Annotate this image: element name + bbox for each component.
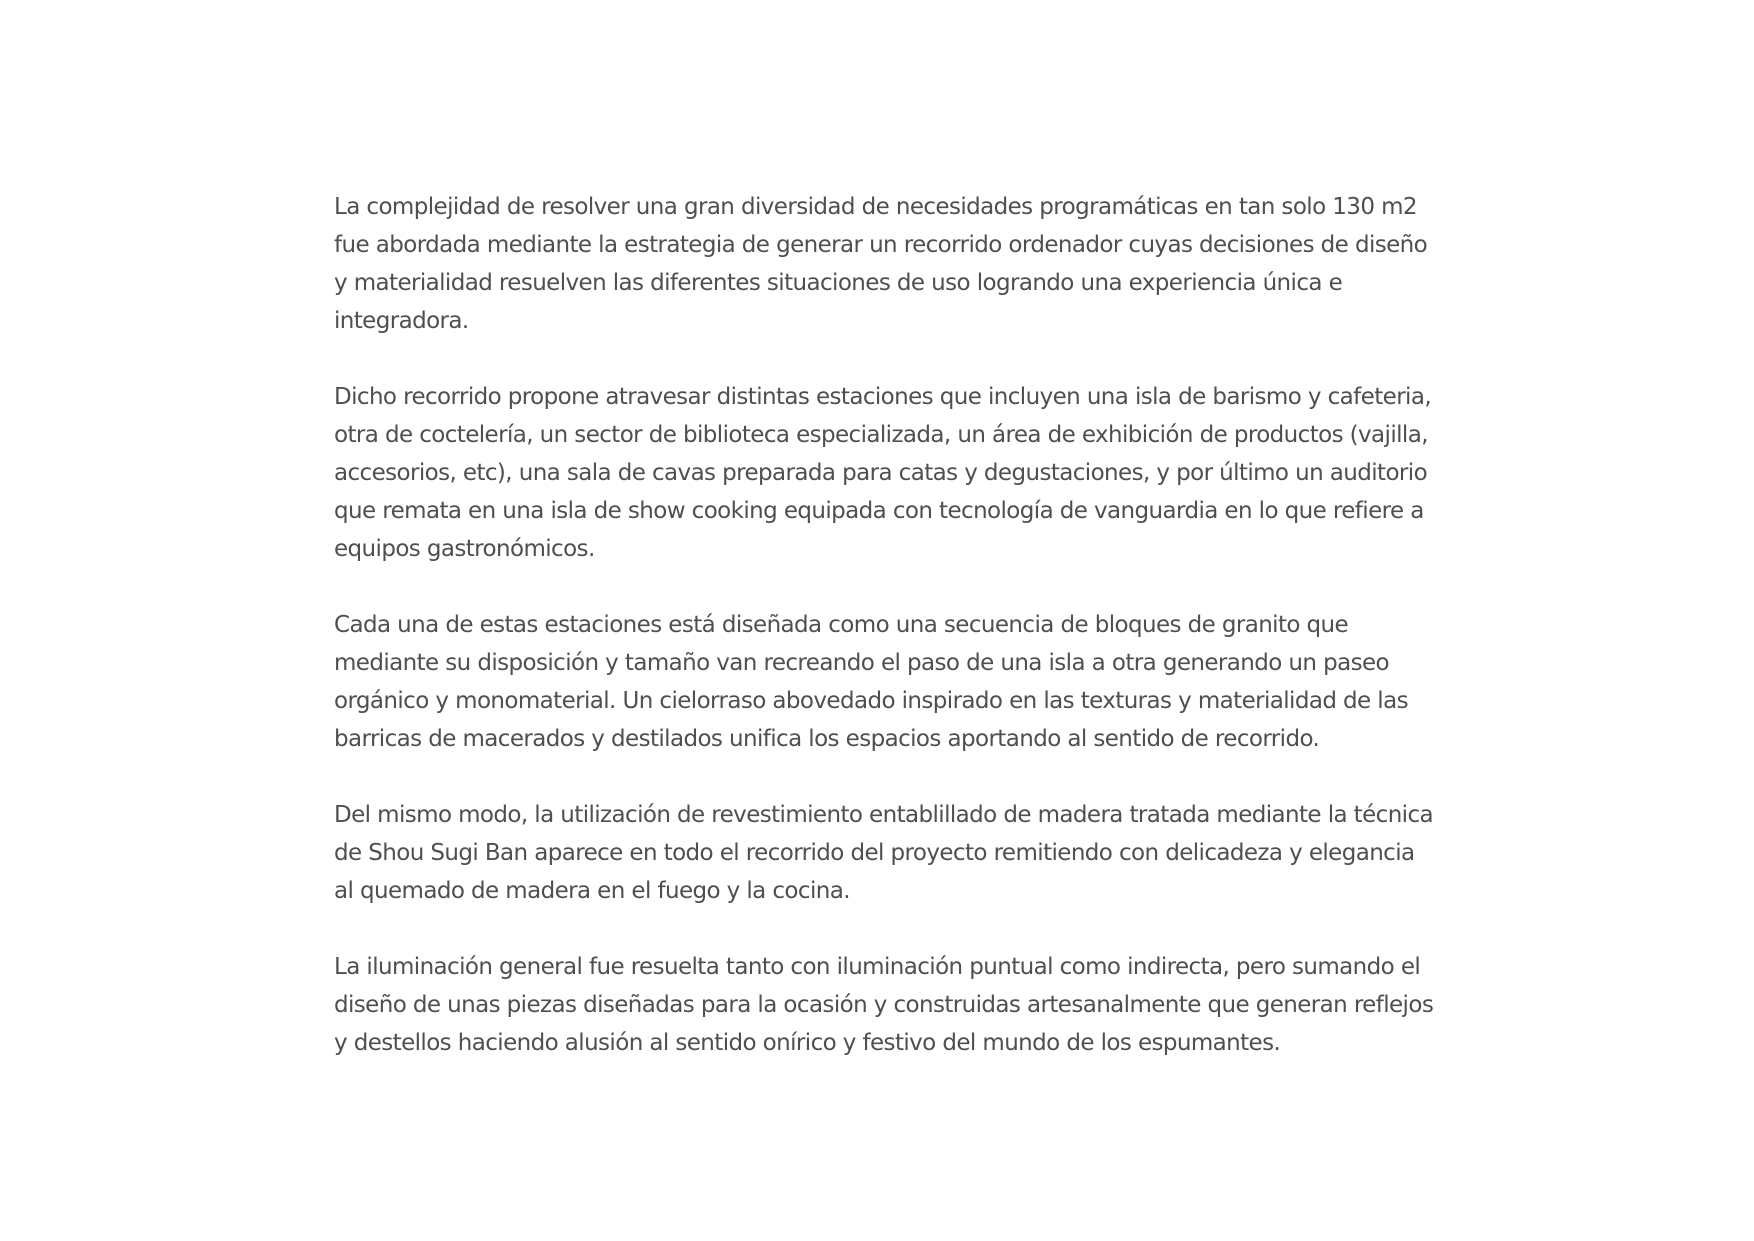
article-body (334, 188, 1434, 1062)
paragraph-1: La complejidad de resolver una gran diversidad de necesidades programáticas en tan solo 130 m2 fue abordada mediante la estrategia de generar un recorrido ordenador cuyas decisiones de diseño y materialidad resuelven las diferentes situaciones de uso logrando una experiencia única e integradora. (334, 194, 1428, 334)
paragraph-5: La iluminación general fue resuelta tanto con iluminación puntual como indirecta, pero sumando el diseño de unas piezas diseñadas para la ocasión y construidas artesanalmente que generan reflejos y destellos haciendo alusión al sentido onírico y festivo del mundo de los espumantes. (334, 954, 1434, 1056)
paragraph-3: Cada una de estas estaciones está diseñada como una secuencia de bloques de granito que mediante su disposición y tamaño van recreando el paso de una isla a otra generando un paseo orgánico y monomaterial. Un cielorraso abovedado inspirado en las texturas y materialidad de las barricas de macerados y destilados unifica los espacios aportando al sentido de recorrido. (334, 612, 1408, 752)
paragraph-2: Dicho recorrido propone atravesar distintas estaciones que incluyen una isla de barismo y cafeteria, otra de coctelería, un sector de biblioteca especializada, un área de exhibición de productos (vajilla, accesorios, etc), una sala de cavas preparada para catas y degustaciones, y por último un auditorio que remata en una isla de show cooking equipada con tecnología de vanguardia en lo que refiere a equipos gastronómicos. (334, 384, 1432, 562)
paragraph-4: Del mismo modo, la utilización de revestimiento entablillado de madera tratada mediante la técnica de Shou Sugi Ban aparece en todo el recorrido del proyecto remitiendo con delicadeza y elegancia al quemado de madera en el fuego y la cocina. (334, 802, 1434, 904)
